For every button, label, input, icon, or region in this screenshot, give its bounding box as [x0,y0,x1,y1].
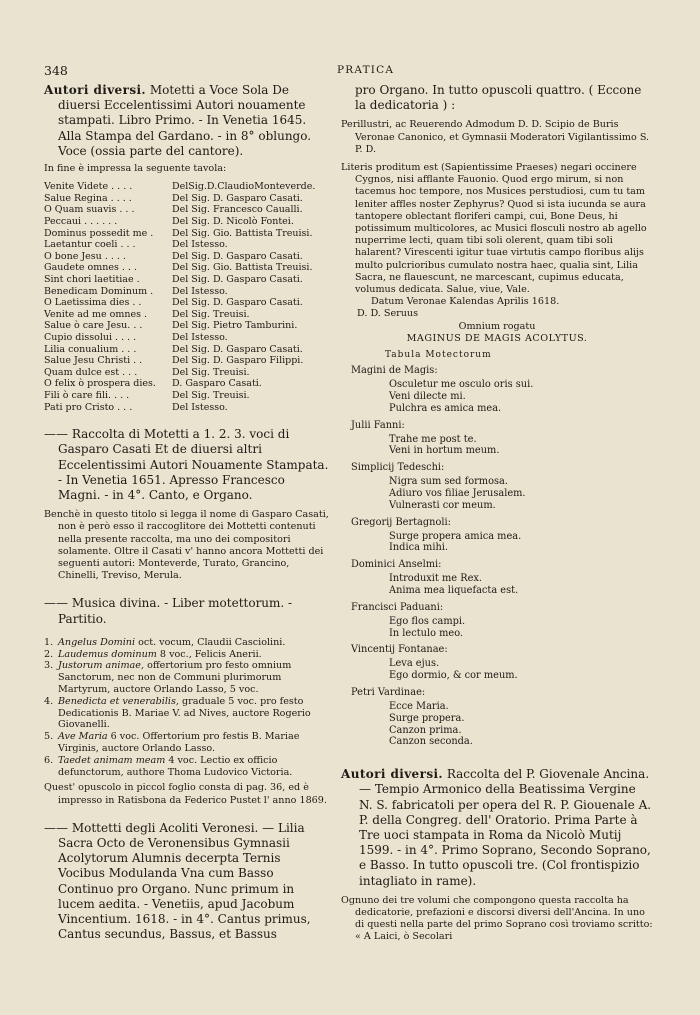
tavola-title: Quam dulce est . . . [44,366,138,378]
verse-line: Introduxit me Rex. [389,573,483,585]
tavola-title: Lilia conualium . . . [44,343,137,355]
list-item-number: 5. [44,731,54,743]
verse-line: Surge propera amica mea. [389,530,522,542]
tavola-author: Del Sig. D. Gasparo Casati. [172,273,303,285]
dedication-rogatu: Omnium rogatu [458,320,536,332]
tavola-row [44,378,330,390]
list-item-text: offertorium pro festo omnium Sanctorum, nec non de Communi plurimorum Martyrum, auctore Orlando Lasso, 5 voc. [58,660,292,695]
tavola-title: Dominus possedit me . [44,227,154,239]
right-column [341,83,653,944]
verse-line: Pulchra es amica mea. [389,402,502,414]
verse-line: Osculetur me osculo oris sui. [389,379,534,391]
tavola-intro: In fine è impressa la seguente tavola: [44,163,227,175]
tavola-row [44,297,330,309]
entry-raccolta-casati: —— Raccolta di Motetti a 1. 2. 3. voci di Gasparo Casati Et de diuersi altri Eccelentissimi Autori Nouamente Stampata. - In Venetia 1651. Apresso Francesco Magni. - in 4°. Canto, e Organo. [44,427,329,502]
tavola-title: O Quam suavis . . . [44,204,135,216]
singer-verses [389,434,653,458]
tavola-row [44,251,330,263]
list-item-title: Taedet animam meam [58,754,166,766]
tavola-row [44,228,330,240]
tavola-row [44,193,330,205]
list-item-title: Laudemus dominum [58,648,157,660]
singer-name: Simplicij Tedeschi: [351,462,445,474]
tavola-author: Del Istesso. [172,401,228,413]
singer-verses [389,379,653,414]
left-column [44,83,330,942]
tavola-author: Del Sig. Treuisi. [172,366,250,378]
verse-line: Canzon seconda. [389,736,473,748]
tavola-title: Venite ad me omnes . [44,308,148,320]
motet-list [44,637,330,779]
list-item-text: 6 voc. Offertorium pro festis B. Mariae Virginis, auctore Orlando Lasso. [58,731,300,754]
tavola-title: Venite Videte . . . . [44,181,133,193]
list-item-text: 4 voc. Lectio ex officio defunctorum, authore Thoma Ludovico Victoria. [58,754,293,778]
verse-line: Adiuro vos filiae Jerusalem. [389,488,526,500]
singer-verses [389,616,653,640]
list-item-title: Benedicta et venerabilis, [58,695,179,707]
tavola-row [44,320,330,332]
tavola-title: Benedicam Dominum . [44,285,154,297]
tavola-row [44,390,330,402]
list-item-text: oct. vocum, Claudii Casciolini. [135,636,286,648]
tavola-author: Del Sig. D. Gasparo Casati. [172,250,303,262]
verse-line: Trahe me post te. [389,433,477,445]
entry-lead: Autori diversi. [341,767,444,782]
tavola-title: Gaudete omnes . . . [44,262,137,274]
list-item [44,660,330,695]
verse-line: Ego dormio, & cor meum. [389,670,518,682]
verse-line: Veni dilecte mi. [389,391,466,403]
entry-continuation: pro Organo. In tutto opuscoli quattro. ( Eccone la dedicatoria ) : [355,83,642,113]
verse-line: Leva ejus. [389,658,440,670]
tavola-row [44,309,330,321]
tavola-author: DelSig.D.ClaudioMonteverde. [172,181,316,193]
tavola-row [44,239,330,251]
dedication-signature: MAGINUS DE MAGIS ACOLYTUS. [406,332,588,344]
tavola-author: Del Sig. Francesco Caualli. [172,204,303,216]
dedication-letter: Literis proditum est (Sapientissime Praeses) negari occinere Cygnos, nisi afflante Fauonio. Quod ergo mirum, si non tacemus hoc tempore, nos Musices perstudiosi, cum tu tam leniter affles noster Zephyrus? Quod si ista iucunda se aura tantopere oblectant floriferi campi, cui, Bone Deus, hi potissimum multicolores, ac Musici flosculi nostro ab agello nuperrime lecti, quam tibi soli olerent, quam tibi soli halarent? Virescenti igitur tuae virtutis campo floribus alijs multo pulcrioribus cumulato nostra haec, qualia sint, Lilia Sacra, ne flauescunt, ne marcescant, cupimus educata, volumus dedicata. Salue, viue, Vale. [341,162,647,296]
singers-list [341,365,653,748]
tavola-title: Sint chori laetitiae . [44,273,140,285]
verse-line: Canzon prima. [389,724,462,736]
list-item-number: 1. [44,636,54,648]
tavola-row [44,286,330,298]
tabula-heading: Tabula Motectorum [385,350,492,361]
tavola-title: Laetantur coeli . . . [44,239,136,251]
tavola-title: Pati pro Cristo . . . [44,401,133,413]
running-title: PRATICA [337,64,395,76]
tavola-author: Del Sig. Treuisi. [172,308,250,320]
list-item-title: Angelus Domini [58,636,136,648]
list-item-number: 3. [44,660,54,672]
tavola-author: Del Sig. D. Gasparo Casati. [172,343,303,355]
dedication-date: Datum Veronae Kalendas Aprilis 1618. [371,296,560,308]
singer-verses [389,531,653,555]
tavola-title: Salue ò care Jesu. . . [44,320,143,332]
list-item [44,731,330,755]
entry-text: Motetti a Voce Sola De diuersi Eccelentissimi Autori nouamente stampati. Libro Primo. - In Venetia 1645. Alla Stampa del Gardano. - in 8° oblungo. Voce (ossia parte del cantore). [58,83,312,158]
verse-line: Ego flos campi. [389,615,466,627]
entry-lead: Autori diversi. [44,83,147,97]
dedication-servus: D. D. Seruus [357,308,419,320]
tavola-author: Del Sig. D. Nicolò Fontei. [172,216,294,227]
tavola-row [44,332,330,344]
tavola-row [44,402,330,414]
ancina-note: Ognuno dei tre volumi che compongono questa raccolta ha dedicatorie, prefazioni e discorsi diversi dell'Ancina. In uno di questi nella parte del primo Soprano così troviamo scritto: « A Laici, ò Secolari [341,894,653,943]
entry-autori-diversi-2 [341,767,653,889]
tavola-title: O Laetissima dies . . [44,297,142,309]
list-item-text: 8 voc., Felicis Anerii. [156,648,262,660]
tavola-author: Del Sig. D. Gasparo Filippi. [172,355,304,367]
tavola-row [44,204,330,216]
list-item-number: 6. [44,754,54,766]
verse-line: Indica mihi. [389,542,449,554]
singer-name: Magini de Magis: [351,365,438,377]
list-item [44,649,330,661]
list-item-number: 4. [44,695,54,707]
tavola-author: Del Sig. Gio. Battista Treuisi. [172,262,313,274]
tavola-title: Fili ò care fili. . . . [44,389,130,401]
tavola-title: O felix ò prospera dies. [44,378,156,390]
tavola-row [44,262,330,274]
list-item [44,696,330,731]
singer-name: Gregorij Bertagnoli: [351,516,451,528]
verse-line: Surge propera. [389,712,465,724]
casati-note: Benchè in questo titolo si legga il nome di Gasparo Casati, non è però esso il raccoglitore dei Mottetti contenuti nella presente raccolta, ma uno dei compositori solamente. Oltre il Casati v' hanno ancora Mottetti dei seguenti autori: Monteverde, Turato, Grancino, Chinelli, Treviso, Merula. [44,509,329,582]
singer-name: Petri Vardinae: [351,687,426,699]
tavola-row [44,367,330,379]
verse-line: Ecce Maria. [389,701,449,713]
tavola-row [44,355,330,367]
entry-autori-diversi-1 [44,83,330,159]
tavola-title: Cupio dissolui . . . . [44,331,137,343]
tavola-row [44,216,330,228]
singer-verses [389,573,653,597]
entry-mottetti-acoliti: —— Mottetti degli Acoliti Veronesi. — Lilia Sacra Octo de Veronensibus Gymnasii Acolytorum Alumnis decerpta Ternis Vocibus Modulanda Vna cum Basso Continuo pro Organo. Nunc primum in lucem aedita. - Venetiis, apud Jacobum Vincentium. 1618. - in 4°. Cantus primus, Cantus secundus, Bassus, et Bassus [44,820,311,942]
tavola-author: Del Istesso. [172,285,228,297]
tavola-title: Salue Regina . . . . [44,192,132,204]
tavola-title: O bone Jesu . . . . [44,250,126,262]
tavola-author: Del Istesso. [172,239,228,251]
list-item-text: graduale 5 voc. pro festo Dedicationis B. Mariae V. ad Nives, auctore Rogerio Giovanelli. [58,695,311,731]
list-item [44,637,330,649]
tavola-author: Del Sig. Gio. Battista Treuisi. [172,227,313,239]
dedication-address: Perillustri, ac Reuerendo Admodum D. D. Scipio de Buris Veronae Canonico, et Gymnasii Moderatori Vigilantissimo S. P. D. [341,119,650,155]
musica-divina-note: Quest' opuscolo in piccol foglio consta di pag. 36, ed è impresso in Ratisbona da Federico Pustet l' anno 1869. [44,782,327,806]
singer-verses [389,701,653,748]
entry-text: Raccolta del P. Giovenale Ancina. — Tempio Armonico della Beatissima Vergine N. S. fabricatoli per opera del R. P. Giouenale A. P. della Congreg. dell' Oratorio. Prima Parte à Tre uoci stampata in Roma da Nicolò Mutij 1599. - in 4°. Primo Soprano, Secondo Soprano, e Basso. In tutto opuscoli tre. (Col frontispizio intagliato in rame). [359,767,652,888]
list-item-title: Justorum animae, [58,660,145,672]
singer-name: Francisci Paduani: [351,601,444,613]
verse-line: Nigra sum sed formosa. [389,476,508,488]
list-item-number: 2. [44,648,54,660]
verse-line: In lectulo meo. [389,627,464,639]
verse-line: Anima mea liquefacta est. [389,585,519,597]
tavola-row [44,274,330,286]
verse-line: Veni in hortum meum. [389,445,500,457]
tavola-title: Salue Jesu Christi . . [44,355,143,367]
tavola-author: Del Sig. Treuisi. [172,389,250,401]
singer-verses [389,658,653,682]
tavola-author: D. Gasparo Casati. [172,378,262,390]
tavola-author: Del Sig. D. Gasparo Casati. [172,297,303,309]
singer-name: Julii Fanni: [351,419,405,431]
entry-musica-divina: —— Musica divina. - Liber motettorum. - Partitio. [44,596,293,626]
singer-verses [389,476,653,511]
list-item [44,755,330,779]
tavola-author: Del Istesso. [172,331,228,343]
page-number: 348 [44,63,68,78]
tavola-author: Del Sig. D. Gasparo Casati. [172,192,303,204]
tavola-author: Del Sig. Pietro Tamburini. [172,320,298,332]
singer-name: Vincentij Fontanae: [351,644,448,656]
tavola-table [44,181,330,413]
list-item-title: Ave Maria [58,731,108,743]
tavola-title: Peccaui . . . . . . [44,216,118,227]
tavola-row [44,344,330,356]
tavola-row [44,181,330,193]
singer-name: Dominici Anselmi: [351,559,442,571]
verse-line: Vulnerasti cor meum. [389,499,496,511]
